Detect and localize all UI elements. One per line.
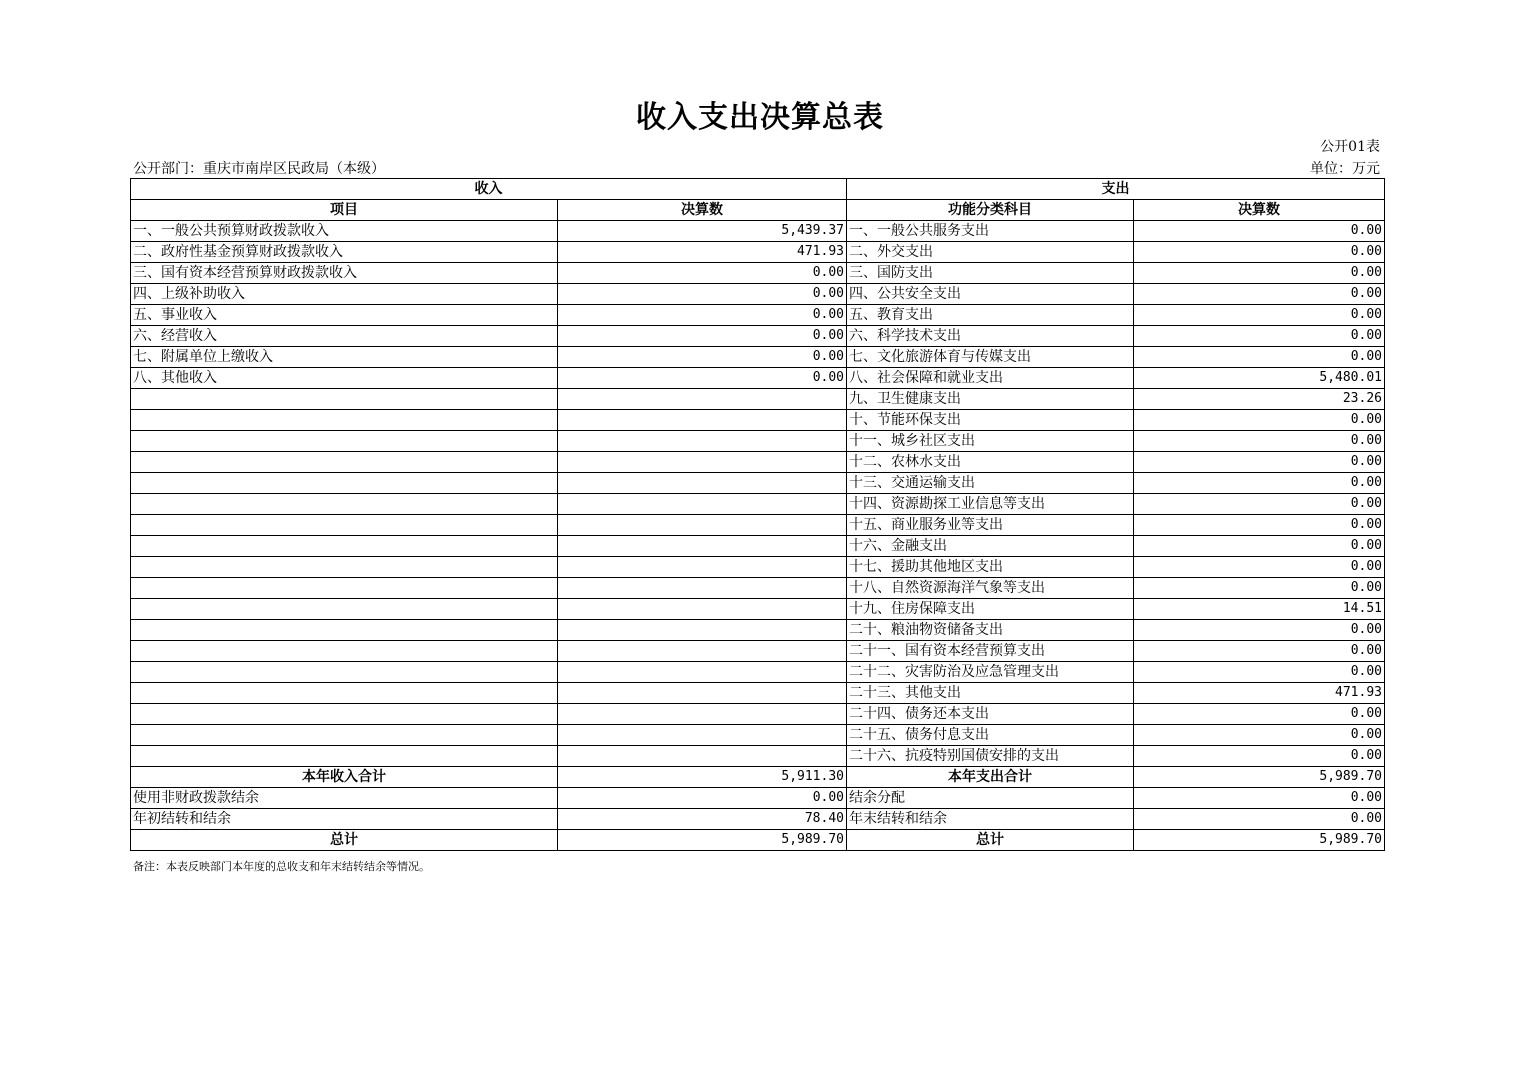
expense-item-cell: 五、教育支出 [847, 305, 1134, 326]
expense-amount-cell: 0.00 [1134, 473, 1385, 494]
table-row [131, 389, 1385, 410]
table-row [131, 284, 1385, 305]
carryover-row [131, 809, 1385, 830]
expense-item-cell: 二十三、其他支出 [847, 683, 1134, 704]
total-expense-label: 总计 [847, 830, 1134, 851]
table-row [131, 620, 1385, 641]
expense-item-cell: 三、国防支出 [847, 263, 1134, 284]
income-item-cell [131, 494, 558, 515]
income-amount-cell [558, 536, 847, 557]
expense-amount-cell: 471.93 [1134, 683, 1385, 704]
year-income-value: 5,911.30 [558, 767, 847, 788]
income-amount-cell: 0.00 [558, 305, 847, 326]
table-row [131, 557, 1385, 578]
income-amount-cell [558, 683, 847, 704]
expense-item-cell: 七、文化旅游体育与传媒支出 [847, 347, 1134, 368]
income-amount-cell [558, 641, 847, 662]
expense-item-cell: 二十二、灾害防治及应急管理支出 [847, 662, 1134, 683]
table-row [131, 494, 1385, 515]
table-row [131, 452, 1385, 473]
total-expense-value: 5,989.70 [1134, 830, 1385, 851]
table-row [131, 515, 1385, 536]
expense-item-cell: 二十四、债务还本支出 [847, 704, 1134, 725]
table-row [131, 431, 1385, 452]
expense-item-cell: 十一、城乡社区支出 [847, 431, 1134, 452]
expense-item-cell: 十三、交通运输支出 [847, 473, 1134, 494]
department-label: 公开部门：重庆市南岸区民政局（本级） [133, 161, 385, 177]
income-amount-cell [558, 452, 847, 473]
expense-amount-cell: 0.00 [1134, 725, 1385, 746]
income-item-cell: 二、政府性基金预算财政拨款收入 [131, 242, 558, 263]
income-amount-cell [558, 515, 847, 536]
year-expense-value: 5,989.70 [1134, 767, 1385, 788]
expense-amount-cell: 0.00 [1134, 515, 1385, 536]
expense-item-cell: 二十一、国有资本经营预算支出 [847, 641, 1134, 662]
nonfiscal-label: 使用非财政拨款结余 [131, 788, 558, 809]
item-column-header: 项目 [131, 200, 558, 221]
expense-item-cell: 一、一般公共服务支出 [847, 221, 1134, 242]
income-amount-cell [558, 662, 847, 683]
income-amount-cell [558, 473, 847, 494]
expense-amount-cell: 0.00 [1134, 242, 1385, 263]
income-amount-cell [558, 725, 847, 746]
income-item-cell [131, 536, 558, 557]
expense-amount-cell: 0.00 [1134, 347, 1385, 368]
table-row [131, 725, 1385, 746]
expense-amount-cell: 14.51 [1134, 599, 1385, 620]
expense-amount-cell: 0.00 [1134, 284, 1385, 305]
expense-amount-cell: 0.00 [1134, 305, 1385, 326]
footnote: 备注：本表反映部门本年度的总收支和年末结转结余等情况。 [133, 860, 430, 873]
table-row [131, 746, 1385, 767]
unit-label: 单位：万元 [1310, 161, 1380, 177]
table-row [131, 242, 1385, 263]
table-row [131, 305, 1385, 326]
income-item-cell: 五、事业收入 [131, 305, 558, 326]
expense-item-cell: 十四、资源勘探工业信息等支出 [847, 494, 1134, 515]
grand-total-row [131, 830, 1385, 851]
income-item-cell [131, 746, 558, 767]
expense-amount-cell: 0.00 [1134, 578, 1385, 599]
income-amount-cell: 0.00 [558, 263, 847, 284]
nonfiscal-row [131, 788, 1385, 809]
expense-amount-cell: 0.00 [1134, 746, 1385, 767]
expense-amount-cell: 5,480.01 [1134, 368, 1385, 389]
income-item-cell [131, 389, 558, 410]
form-number: 公开01表 [1320, 139, 1380, 155]
income-item-cell [131, 431, 558, 452]
expense-item-cell: 十九、住房保障支出 [847, 599, 1134, 620]
budget-table [130, 178, 1385, 851]
income-item-cell [131, 557, 558, 578]
amount-column-header: 决算数 [558, 200, 847, 221]
expense-item-cell: 十八、自然资源海洋气象等支出 [847, 578, 1134, 599]
income-item-cell: 一、一般公共预算财政拨款收入 [131, 221, 558, 242]
end-balance-value: 0.00 [1134, 809, 1385, 830]
expense-item-cell: 十七、援助其他地区支出 [847, 557, 1134, 578]
surplus-value: 0.00 [1134, 788, 1385, 809]
income-item-cell [131, 725, 558, 746]
income-item-cell [131, 599, 558, 620]
income-header: 收入 [131, 179, 847, 200]
expense-amount-cell: 0.00 [1134, 410, 1385, 431]
total-income-value: 5,989.70 [558, 830, 847, 851]
income-amount-cell [558, 494, 847, 515]
expense-item-cell: 九、卫生健康支出 [847, 389, 1134, 410]
expense-item-cell: 六、科学技术支出 [847, 326, 1134, 347]
table-row [131, 473, 1385, 494]
begin-balance-value: 78.40 [558, 809, 847, 830]
expense-amount-cell: 0.00 [1134, 662, 1385, 683]
table-body [131, 221, 1385, 767]
table-row [131, 347, 1385, 368]
expense-item-cell: 二十五、债务付息支出 [847, 725, 1134, 746]
expense-amount-cell: 0.00 [1134, 557, 1385, 578]
function-item-column-header: 功能分类科目 [847, 200, 1134, 221]
totals-section [131, 767, 1385, 851]
expense-amount-cell: 0.00 [1134, 431, 1385, 452]
expense-item-cell: 八、社会保障和就业支出 [847, 368, 1134, 389]
income-amount-cell [558, 620, 847, 641]
expense-header: 支出 [847, 179, 1385, 200]
income-amount-cell [558, 578, 847, 599]
income-amount-cell [558, 389, 847, 410]
amount2-column-header: 决算数 [1134, 200, 1385, 221]
table-row [131, 578, 1385, 599]
table-row [131, 641, 1385, 662]
income-item-cell [131, 641, 558, 662]
year-income-label: 本年收入合计 [131, 767, 558, 788]
table-row [131, 263, 1385, 284]
income-item-cell: 三、国有资本经营预算财政拨款收入 [131, 263, 558, 284]
expense-amount-cell: 0.00 [1134, 263, 1385, 284]
expense-amount-cell: 0.00 [1134, 494, 1385, 515]
expense-item-cell: 四、公共安全支出 [847, 284, 1134, 305]
begin-balance-label: 年初结转和结余 [131, 809, 558, 830]
table-row [131, 410, 1385, 431]
year-total-row [131, 767, 1385, 788]
surplus-label: 结余分配 [847, 788, 1134, 809]
income-item-cell [131, 683, 558, 704]
table-row [131, 326, 1385, 347]
income-item-cell: 七、附属单位上缴收入 [131, 347, 558, 368]
income-amount-cell [558, 557, 847, 578]
expense-item-cell: 二、外交支出 [847, 242, 1134, 263]
income-amount-cell [558, 704, 847, 725]
nonfiscal-value: 0.00 [558, 788, 847, 809]
expense-amount-cell: 0.00 [1134, 326, 1385, 347]
income-amount-cell [558, 431, 847, 452]
income-amount-cell: 471.93 [558, 242, 847, 263]
income-item-cell [131, 452, 558, 473]
expense-amount-cell: 0.00 [1134, 221, 1385, 242]
income-item-cell [131, 410, 558, 431]
expense-item-cell: 二十六、抗疫特别国债安排的支出 [847, 746, 1134, 767]
expense-item-cell: 十六、金融支出 [847, 536, 1134, 557]
header-row-columns [131, 200, 1385, 221]
expense-amount-cell: 0.00 [1134, 704, 1385, 725]
income-item-cell [131, 662, 558, 683]
expense-item-cell: 十五、商业服务业等支出 [847, 515, 1134, 536]
table-row [131, 683, 1385, 704]
expense-amount-cell: 0.00 [1134, 620, 1385, 641]
income-amount-cell: 0.00 [558, 284, 847, 305]
expense-amount-cell: 0.00 [1134, 641, 1385, 662]
table-row [131, 536, 1385, 557]
income-amount-cell: 0.00 [558, 347, 847, 368]
income-amount-cell [558, 599, 847, 620]
income-item-cell: 六、经营收入 [131, 326, 558, 347]
table-row [131, 368, 1385, 389]
expense-item-cell: 十二、农林水支出 [847, 452, 1134, 473]
income-item-cell: 四、上级补助收入 [131, 284, 558, 305]
income-item-cell [131, 515, 558, 536]
income-amount-cell: 0.00 [558, 326, 847, 347]
income-amount-cell [558, 410, 847, 431]
income-item-cell [131, 704, 558, 725]
end-balance-label: 年末结转和结余 [847, 809, 1134, 830]
income-item-cell [131, 620, 558, 641]
income-amount-cell [558, 746, 847, 767]
income-item-cell [131, 473, 558, 494]
expense-amount-cell: 0.00 [1134, 536, 1385, 557]
expense-item-cell: 十、节能环保支出 [847, 410, 1134, 431]
table-row [131, 704, 1385, 725]
income-item-cell: 八、其他收入 [131, 368, 558, 389]
table-row [131, 599, 1385, 620]
income-amount-cell: 0.00 [558, 368, 847, 389]
total-income-label: 总计 [131, 830, 558, 851]
table-row [131, 662, 1385, 683]
income-amount-cell: 5,439.37 [558, 221, 847, 242]
expense-amount-cell: 0.00 [1134, 452, 1385, 473]
header-row-group [131, 179, 1385, 200]
expense-item-cell: 二十、粮油物资储备支出 [847, 620, 1134, 641]
income-item-cell [131, 578, 558, 599]
page-title: 收入支出决算总表 [636, 100, 884, 135]
table-row [131, 221, 1385, 242]
expense-amount-cell: 23.26 [1134, 389, 1385, 410]
year-expense-label: 本年支出合计 [847, 767, 1134, 788]
